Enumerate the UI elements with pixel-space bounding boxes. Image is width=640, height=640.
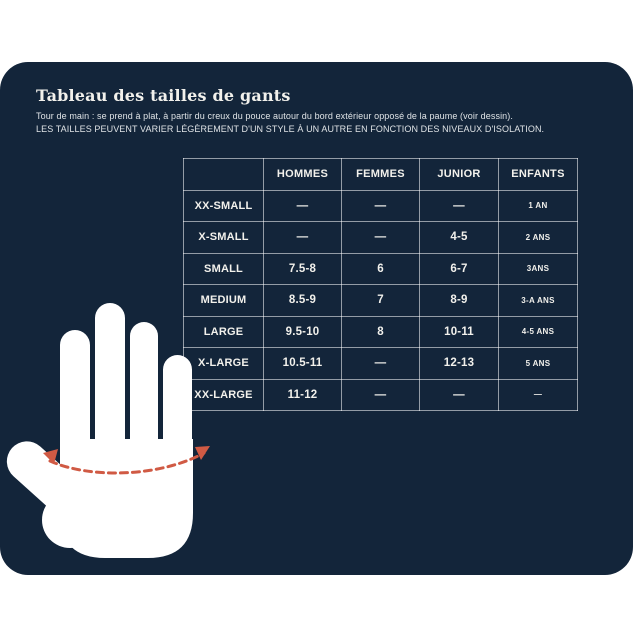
column-header-hommes: HOMMES [264, 159, 342, 191]
size-label: XX-SMALL [184, 190, 264, 222]
femmes-cell: 7 [342, 285, 420, 317]
femmes-cell: 6 [342, 253, 420, 285]
subtitle-variation-note: LES TAILLES PEUVENT VARIER LÉGÈREMENT D'UN STYLE À UN AUTRE EN FONCTION DES NIVEAUX D'ISOLATION. [36, 124, 545, 134]
size-label: SMALL [184, 253, 264, 285]
junior-cell: — [420, 190, 499, 222]
hommes-cell: 10.5-11 [264, 348, 342, 380]
enfants-cell: — [499, 379, 578, 411]
column-header-enfants: ENFANTS [499, 159, 578, 191]
table-header-row [184, 159, 578, 191]
table-row [184, 253, 578, 285]
enfants-cell: 4-5 ANS [499, 316, 578, 348]
femmes-cell: — [342, 348, 420, 380]
enfants-cell: 5 ANS [499, 348, 578, 380]
page-title: Tableau des tailles de gants [36, 86, 291, 105]
femmes-cell: — [342, 379, 420, 411]
femmes-cell: 8 [342, 316, 420, 348]
column-header-junior: JUNIOR [420, 159, 499, 191]
hommes-cell: — [264, 222, 342, 254]
hommes-cell: — [264, 190, 342, 222]
hommes-cell: 8.5-9 [264, 285, 342, 317]
size-label: LARGE [184, 316, 264, 348]
femmes-cell: — [342, 190, 420, 222]
hommes-cell: 9.5-10 [264, 316, 342, 348]
size-label-column-header [184, 159, 264, 191]
column-header-femmes: FEMMES [342, 159, 420, 191]
femmes-cell: — [342, 222, 420, 254]
enfants-cell: 3-A ANS [499, 285, 578, 317]
enfants-cell: 2 ANS [499, 222, 578, 254]
subtitle-measure-note: Tour de main : se prend à plat, à partir du creux du pouce autour du bord extérieur opposé de la paume (voir dessin). [36, 111, 513, 121]
table-row [184, 348, 578, 380]
size-label: X-SMALL [184, 222, 264, 254]
size-label: XX-LARGE [184, 379, 264, 411]
table-row [184, 379, 578, 411]
junior-cell: — [420, 379, 499, 411]
hommes-cell: 7.5-8 [264, 253, 342, 285]
glove-size-table [183, 158, 578, 411]
junior-cell: 10-11 [420, 316, 499, 348]
enfants-cell: 1 AN [499, 190, 578, 222]
table-row [184, 222, 578, 254]
junior-cell: 4-5 [420, 222, 499, 254]
hommes-cell: 11-12 [264, 379, 342, 411]
table-row [184, 285, 578, 317]
enfants-cell: 3ANS [499, 253, 578, 285]
size-label: X-LARGE [184, 348, 264, 380]
junior-cell: 12-13 [420, 348, 499, 380]
table-row [184, 316, 578, 348]
junior-cell: 8-9 [420, 285, 499, 317]
size-label: MEDIUM [184, 285, 264, 317]
subtitle-block [36, 110, 544, 136]
table-row [184, 190, 578, 222]
junior-cell: 6-7 [420, 253, 499, 285]
